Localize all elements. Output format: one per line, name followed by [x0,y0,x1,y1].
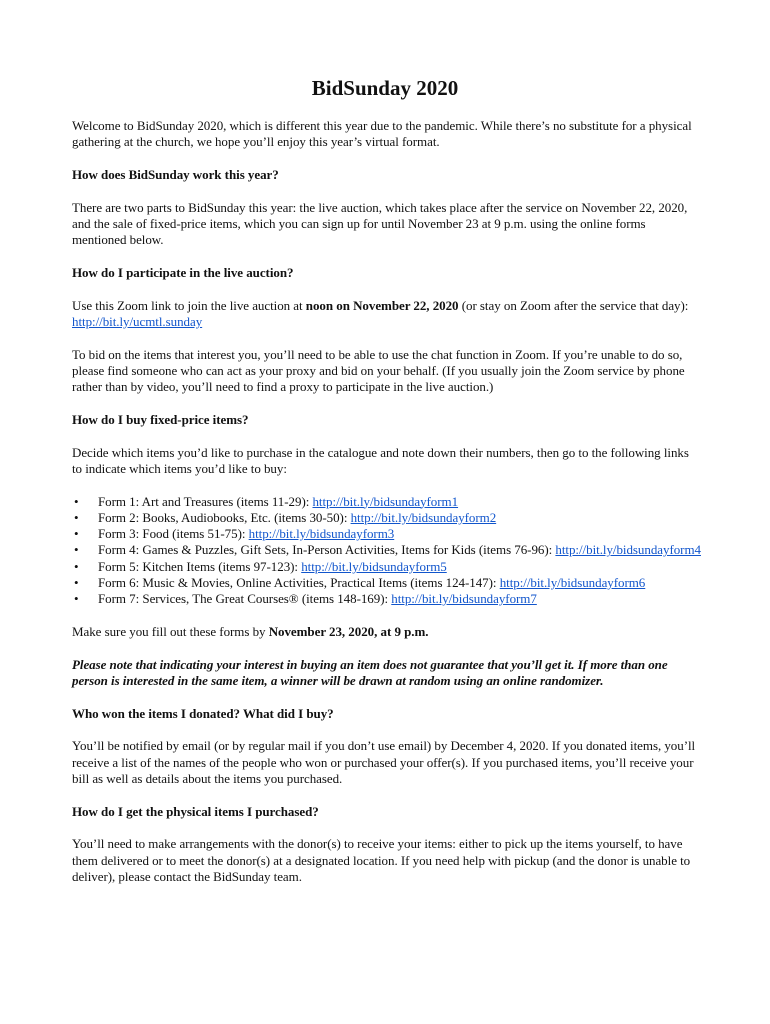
list-item [72,510,702,526]
forms-list [72,494,702,608]
answer-live-auction [72,298,702,331]
bullet-icon: • [74,558,79,574]
form-link[interactable]: http://bit.ly/bidsundayform3 [248,526,395,542]
list-item [72,591,702,607]
list-item [72,559,702,575]
bullet-icon: • [74,526,79,542]
answer-results: You’ll be notified by email (or by regular mail if you don’t use email) by December 4, 2020. If you donated items, you’ll receive a list of the names of the people who won or purchased your offer(s). If you purchased items, you’ll receive your bill as well as details about the items you purchased. [72,738,696,786]
form-label: Form 6: Music & Movies, Online Activities, Practical Items (items 124-147): [98,575,500,591]
bullet-icon: • [74,575,79,591]
form-label: Form 7: Services, The Great Courses® (items 148-169): [98,591,392,607]
list-item [72,494,702,510]
answer-fixed-price: Decide which items you’d like to purchase in the catalogue and note down their numbers, then go to the following links to indicate which items you’d like to buy: [72,444,689,476]
question-live-auction: How do I participate in the live auction? [72,264,294,280]
form-label: Form 1: Art and Treasures (items 11-29): [98,493,313,509]
answer-pickup: You’ll need to make arrangements with the donor(s) to receive your items: either to pick up the items yourself, to have them delivered or to meet the donor(s) at a designated location. If you need help with pickup (and the donor is unable to deliver), please contact the BidSunday team. [72,836,691,884]
zoom-text-post: (or stay on Zoom after the service that day): [458,297,689,313]
auction-time: noon on November 22, 2020 [305,297,459,313]
form-link[interactable]: http://bit.ly/bidsundayform6 [499,575,646,591]
list-item [72,575,702,591]
form-link[interactable]: http://bit.ly/bidsundayform7 [391,591,537,607]
form-label: Form 3: Food (items 51-75): [98,526,249,542]
zoom-link[interactable]: http://bit.ly/ucmtl.sunday [72,313,203,329]
answer-chat-proxy: To bid on the items that interest you, you’ll need to be able to use the chat function in Zoom. If you’re unable to do so, please find someone who can act as your proxy and bid on your behalf. (If you usually join the Zoom service by phone rather than by video, you’ll need to find a proxy to participate in the live auction.) [72,346,685,395]
bullet-icon: • [74,493,79,509]
form-link[interactable]: http://bit.ly/bidsundayform5 [301,558,447,574]
deadline-date: November 23, 2020, at 9 p.m. [268,624,429,640]
deadline-paragraph [72,624,702,640]
form-label: Form 4: Games & Puzzles, Gift Sets, In-Person Activities, Items for Kids (items 76-96): [98,542,556,558]
zoom-text-pre: Use this Zoom link to join the live auction at [72,297,306,313]
deadline-text: Make sure you fill out these forms by [72,624,269,640]
bullet-icon: • [74,509,79,525]
intro-paragraph: Welcome to BidSunday 2020, which is different this year due to the pandemic. While there’s no substitute for a physical gathering at the church, we hope you’ll enjoy this year’s virtual format. [72,118,692,150]
question-fixed-price: How do I buy fixed-price items? [72,411,249,427]
question-pickup: How do I get the physical items I purchased? [72,803,319,819]
document-title: BidSunday 2020 [311,76,459,100]
question-how-it-works: How does BidSunday work this year? [72,166,279,182]
question-results: Who won the items I donated? What did I buy? [72,705,334,721]
answer-how-it-works: There are two parts to BidSunday this year: the live auction, which takes place after the service on November 22, 2020, and the sale of fixed-price items, which you can sign up for until November 23 at 9 p.m. using the online forms mentioned below. [72,199,688,248]
form-link[interactable]: http://bit.ly/bidsundayform1 [312,493,459,509]
bullet-icon: • [74,591,79,607]
randomizer-note: Please note that indicating your interest in buying an item does not guarantee that you’ll get it. If more than one person is interested in the same item, a winner will be drawn at random using an online randomizer. [72,656,668,689]
form-label: Form 5: Kitchen Items (items 97-123): [98,558,302,574]
list-item [72,542,702,558]
form-link[interactable]: http://bit.ly/bidsundayform2 [350,509,497,525]
bullet-icon: • [74,542,79,558]
document-body [72,118,702,902]
form-label: Form 2: Books, Audiobooks, Etc. (items 30-50): [98,509,351,525]
list-item [72,526,702,542]
form-link[interactable]: http://bit.ly/bidsundayform4 [555,542,701,558]
